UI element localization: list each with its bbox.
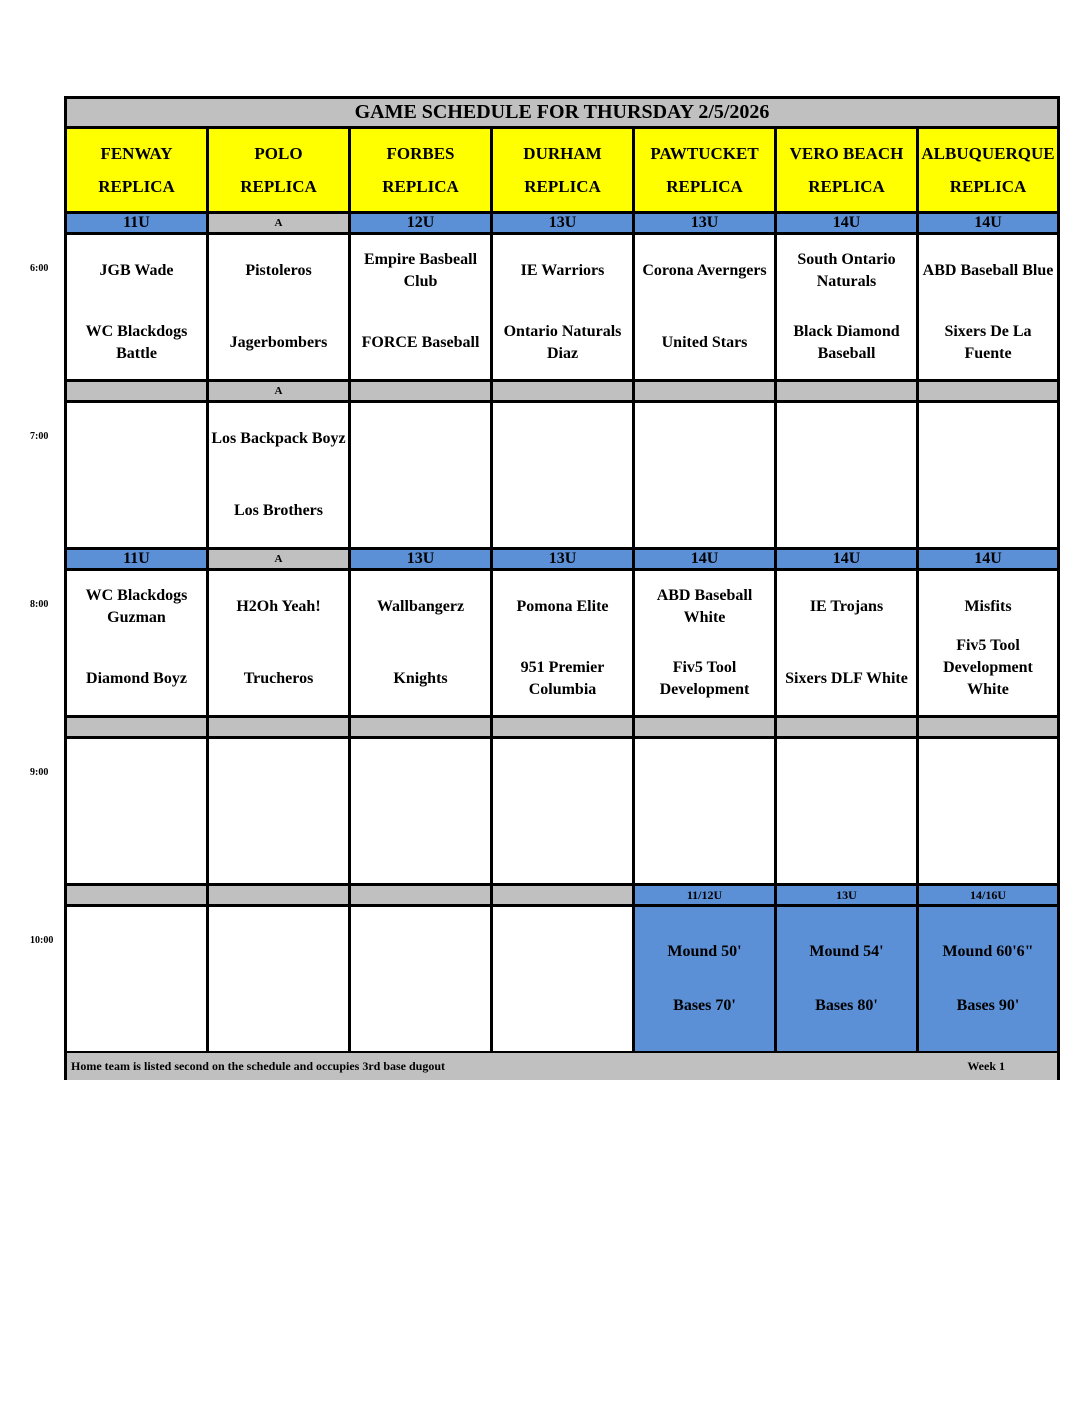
game-cell — [209, 235, 351, 379]
age-label — [67, 718, 209, 736]
game-cell — [67, 403, 209, 547]
game-cell — [493, 235, 635, 379]
away-team: IE Warriors — [520, 262, 605, 279]
game-cell — [209, 739, 351, 883]
age-label: 13U — [635, 214, 777, 232]
game-cell — [67, 739, 209, 883]
age-label: A — [209, 550, 351, 568]
field-sub: REPLICA — [524, 176, 601, 196]
age-label: 14U — [919, 214, 1057, 232]
age-bar-4 — [67, 886, 1057, 904]
age-label — [777, 382, 919, 400]
home-team: Ontario Naturals Diaz — [503, 323, 622, 362]
field-name: FORBES — [386, 143, 455, 163]
home-team: United Stars — [661, 334, 748, 351]
away-team: Wallbangerz — [376, 598, 465, 615]
game-cell — [67, 571, 209, 715]
age-label: A — [209, 382, 351, 400]
age-label — [209, 886, 351, 904]
game-cell — [351, 739, 493, 883]
home-team: Fiv5 Tool Development White — [943, 637, 1033, 698]
home-team: Fiv5 Tool Development — [659, 659, 750, 698]
game-cell — [493, 403, 635, 547]
age-label: 14U — [635, 550, 777, 568]
field-header-4 — [635, 129, 777, 211]
age-label — [777, 718, 919, 736]
home-team-note: Home team is listed second on the schedule and occupies 3rd base dugout — [71, 1059, 446, 1073]
field-header-6 — [919, 129, 1057, 211]
home-team: FORCE Baseball — [361, 334, 480, 351]
age-label: 13U — [777, 886, 919, 904]
field-header-1 — [209, 129, 351, 211]
game-cell — [777, 403, 919, 547]
game-cell — [351, 571, 493, 715]
time-slot-0 — [67, 235, 1057, 379]
field-sub: REPLICA — [382, 176, 459, 196]
mound-distance: Mound 60'6" — [942, 943, 1034, 960]
age-label — [351, 382, 493, 400]
game-cell — [919, 739, 1057, 883]
game-cell — [351, 235, 493, 379]
age-label: 14U — [777, 550, 919, 568]
age-label: 12U — [351, 214, 493, 232]
away-team: Corona Averngers — [642, 262, 767, 279]
age-label: 11/12U — [635, 886, 777, 904]
home-team: Knights — [393, 670, 448, 687]
field-header-5 — [777, 129, 919, 211]
time-slot-3 — [67, 739, 1057, 883]
age-label — [919, 382, 1057, 400]
age-label: 13U — [493, 550, 635, 568]
age-label: 14U — [919, 550, 1057, 568]
time-slot-4 — [67, 907, 1057, 1051]
time-label: 7:00 — [30, 431, 49, 442]
age-label — [67, 886, 209, 904]
game-cell — [777, 235, 919, 379]
game-cell — [209, 571, 351, 715]
game-cell — [777, 739, 919, 883]
away-team: ABD Baseball White — [656, 587, 753, 626]
field-name: POLO — [254, 143, 303, 163]
home-team: Los Brothers — [233, 502, 324, 519]
bases-distance: Bases 90' — [956, 997, 1020, 1014]
week-label: Week 1 — [967, 1059, 1005, 1073]
home-team: Black Diamond Baseball — [793, 323, 900, 362]
game-cell — [919, 403, 1057, 547]
game-cell — [209, 907, 351, 1051]
age-label: 14U — [777, 214, 919, 232]
age-label — [351, 718, 493, 736]
schedule-table — [64, 96, 1060, 1080]
age-label — [635, 718, 777, 736]
age-bar-0 — [67, 214, 1057, 232]
age-label: 11U — [67, 550, 209, 568]
field-dimensions — [777, 907, 919, 1051]
age-label — [493, 886, 635, 904]
away-team: Los Backpack Boyz — [211, 430, 346, 447]
age-label: 13U — [493, 214, 635, 232]
field-header-3 — [493, 129, 635, 211]
game-cell — [635, 235, 777, 379]
game-cell — [777, 571, 919, 715]
home-team: Trucheros — [243, 670, 314, 687]
home-team: Jagerbombers — [229, 334, 328, 351]
bases-distance: Bases 80' — [815, 997, 878, 1014]
game-cell — [635, 739, 777, 883]
age-bar-1 — [67, 382, 1057, 400]
field-sub: REPLICA — [666, 176, 743, 196]
game-cell — [351, 907, 493, 1051]
game-cell — [635, 571, 777, 715]
field-dimensions — [919, 907, 1057, 1051]
game-cell — [67, 235, 209, 379]
home-team: Sixers De La Fuente — [944, 323, 1032, 362]
game-cell — [351, 403, 493, 547]
home-team: Sixers DLF White — [785, 670, 908, 687]
field-name: PAWTUCKET — [650, 143, 759, 163]
footer-bar — [67, 1053, 1057, 1080]
game-cell — [919, 235, 1057, 379]
field-header-0 — [67, 129, 209, 211]
away-team: JGB Wade — [99, 262, 174, 279]
age-label: 11U — [67, 214, 209, 232]
field-name: FENWAY — [100, 143, 173, 163]
field-sub: REPLICA — [98, 176, 175, 196]
away-team: Misfits — [964, 598, 1012, 615]
age-bar-3 — [67, 718, 1057, 736]
away-team: South Ontario Naturals — [797, 251, 896, 290]
age-label — [635, 382, 777, 400]
field-header-2 — [351, 129, 493, 211]
game-cell — [67, 907, 209, 1051]
away-team: H2Oh Yeah! — [236, 598, 321, 615]
time-label: 8:00 — [30, 599, 49, 610]
age-label — [493, 718, 635, 736]
time-slot-2 — [67, 571, 1057, 715]
game-cell — [493, 739, 635, 883]
home-team: WC Blackdogs Battle — [85, 323, 188, 362]
time-label: 9:00 — [30, 767, 49, 778]
age-label — [67, 382, 209, 400]
away-team: Pomona Elite — [516, 598, 609, 615]
game-cell — [919, 571, 1057, 715]
bases-distance: Bases 70' — [673, 997, 736, 1014]
time-slot-1 — [67, 403, 1057, 547]
game-cell — [493, 571, 635, 715]
field-sub: REPLICA — [240, 176, 317, 196]
age-label — [919, 718, 1057, 736]
age-label — [209, 718, 351, 736]
age-label — [351, 886, 493, 904]
field-name: DURHAM — [523, 143, 602, 163]
game-cell — [635, 403, 777, 547]
age-bar-2 — [67, 550, 1057, 568]
away-team: WC Blackdogs Guzman — [85, 587, 188, 626]
time-label: 10:00 — [30, 935, 54, 946]
field-name: VERO BEACH — [789, 143, 904, 163]
field-dimensions — [635, 907, 777, 1051]
home-team: Diamond Boyz — [86, 670, 187, 687]
away-team: Empire Basbeall Club — [363, 251, 478, 290]
home-team: 951 Premier Columbia — [520, 659, 605, 698]
away-team: IE Trojans — [809, 598, 884, 615]
game-cell — [209, 403, 351, 547]
game-cell — [493, 907, 635, 1051]
schedule-title: GAME SCHEDULE FOR THURSDAY 2/5/2026 — [67, 99, 1057, 126]
age-label: 14/16U — [919, 886, 1057, 904]
field-name: ALBUQUERQUE — [921, 143, 1055, 163]
field-sub: REPLICA — [949, 176, 1027, 196]
mound-distance: Mound 54' — [809, 943, 884, 960]
away-team: Pistoleros — [245, 262, 312, 279]
away-team: ABD Baseball Blue — [922, 262, 1054, 279]
field-sub: REPLICA — [808, 176, 885, 196]
time-label: 6:00 — [30, 263, 49, 274]
mound-distance: Mound 50' — [667, 943, 742, 960]
age-label — [493, 382, 635, 400]
age-label: A — [209, 214, 351, 232]
age-label: 13U — [351, 550, 493, 568]
